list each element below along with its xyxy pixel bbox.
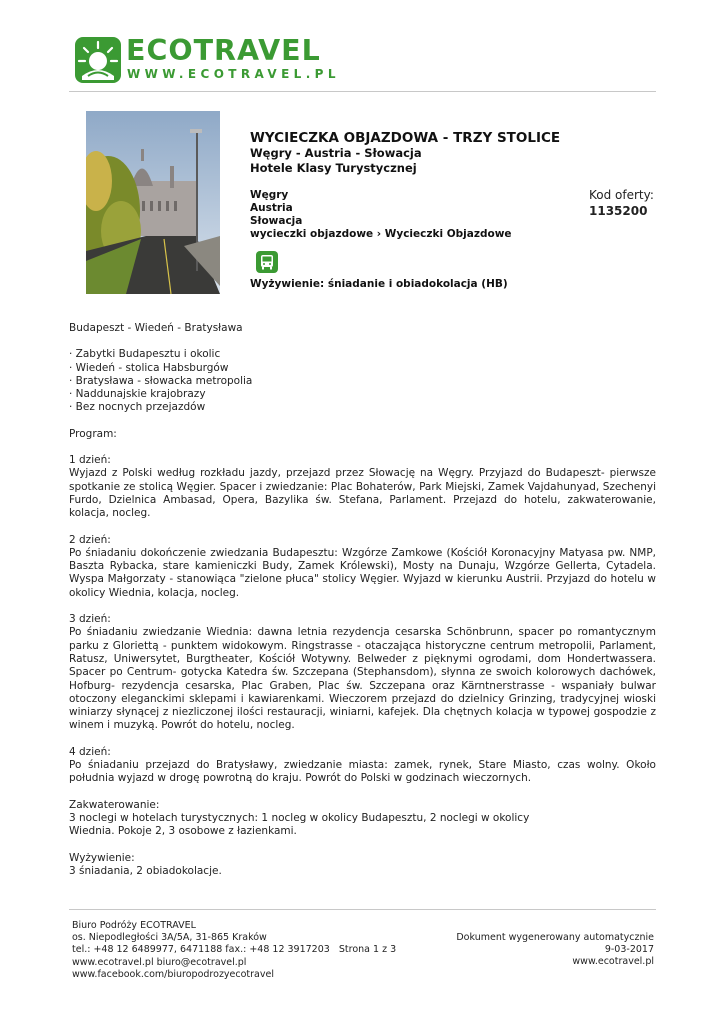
document-info [456, 932, 654, 969]
header-divider [69, 91, 656, 92]
day-label: 4 dzień: [69, 745, 111, 758]
category-link[interactable]: Wycieczki Objazdowe [384, 228, 512, 240]
highlight-item: · Wiedeń - stolica Habsburgów [69, 361, 229, 374]
day-label: 3 dzień: [69, 613, 111, 626]
brand-url: WWW.ECOTRAVEL.PL [127, 67, 340, 81]
accommodation-label: Zakwaterowanie: [69, 798, 160, 811]
route: Budapeszt - Wiedeń - Bratysława [69, 322, 243, 334]
meals-text: 3 śniadania, 2 obiadokolacje. [69, 864, 222, 877]
offer-code-label: Kod oferty: [589, 188, 654, 202]
footer-site[interactable]: www.ecotravel.pl [572, 956, 654, 968]
day-text: Po śniadaniu dokończenie zwiedzania Budapesztu: Wzgórze Zamkowe (Kościół Koronacyjny Matyasa pw. NMP, Baszta Rybacka, stare kamieniczki Budy, Zamek Królewski), Mosty na Dunaju, Wzgórze Gellerta, Cytadela. Wyspa Małgorzaty - stanowiąca "zielone płuca" stolicy Węgier. Wyjazd w kierunku Austrii. Przyjazd do hotelu w okolicy Wiednia, kolacja, nocleg. [69, 546, 656, 599]
company-name: Biuro Podróży ECOTRAVEL [72, 920, 196, 931]
offer-code-value: 1135200 [589, 204, 648, 218]
sun-leaf-icon [74, 36, 122, 84]
company-phones-row [72, 944, 396, 956]
program-label: Program: [69, 427, 117, 440]
category-breadcrumb [250, 228, 590, 241]
offer-description [69, 322, 656, 878]
category-link[interactable]: wycieczki objazdowe [250, 228, 374, 240]
breadcrumb-separator: › [376, 228, 382, 240]
day-text: Po śniadaniu zwiedzanie Wiednia: dawna letnia rezydencja cesarska Schönbrunn, spacer po romantycznym parku z Gloriettą - punktem widokowym. Ringstrasse - otaczająca historyczne centrum metropolii, Parlament, Ratusz, Uniwersytet, Burgtheater, Kościół Wotywny. Belweder z pięknymi ogrodami, dom Hondertwassera. Spacer po Centrum- gotycka Katedra św. Szczepana (Stephansdom), słynna ze swoich kolorowych dachówek, Hofburg- rezydencja cesarska, Plac Graben, Plac św. Szczepana oraz Kärntnerstrasse - wspaniały bulwar otoczony eleganckimi sklepami i kawiarenkami. Wieczorem przejazd do dzielnicy Grinzing, tradycyjnej wioski winiarzy słynącej z niezliczonej ilości restauracji, winiarni, kafejek. Dla chętnych kolacja w typowej gospodzie z winem i muzyką. Powrót do hotelu, nocleg. [69, 626, 656, 732]
company-web-mail[interactable]: www.ecotravel.pl biuro@ecotravel.pl [72, 956, 247, 968]
generated-date: 9-03-2017 [604, 944, 654, 956]
highlight-item: · Bratysława - słowacka metropolia [69, 374, 253, 387]
accommodation-line: 3 noclegi w hotelach turystycznych: 1 nocleg w okolicy Budapesztu, 2 noclegi w okolicy [69, 811, 530, 824]
ecotravel-logo [74, 36, 364, 86]
highlight-item: · Zabytki Budapesztu i okolic [69, 348, 221, 361]
day-text: Wyjazd z Polski według rozkładu jazdy, przejazd przez Słowację na Węgry. Przyjazd do Budapeszt- pierwsze spotkanie ze stolicą Węgier. Spacer i zwiedzanie: Plac Bohaterów, Park Miejski, Zamek Vajdahunyad, Szechenyi Furdo, Dzielnica Ambasad, Opera, Bazylika św. Stefana, Parlament. Przejazd do hotelu, zakwaterowanie, kolacja, nocleg. [69, 467, 656, 520]
highlight-item: · Bez nocnych przejazdów [69, 401, 206, 414]
offer-code [589, 187, 654, 219]
company-address: os. Niepodległości 3A/5A, 31-865 Kraków [72, 932, 267, 944]
company-info [72, 920, 396, 981]
brand-name: ECOTRAVEL [126, 34, 321, 67]
company-facebook[interactable]: www.facebook.com/biuropodrozyecotravel [72, 968, 274, 980]
country-item[interactable]: Austria [250, 202, 293, 214]
offer-heading [250, 130, 590, 241]
meals-label: Wyżywienie: [69, 851, 135, 864]
hotel-class: Hotele Klasy Turystycznej [250, 161, 417, 175]
page-number: Strona 1 z 3 [338, 944, 397, 956]
country-item[interactable]: Słowacja [250, 215, 303, 227]
offer-title: WYCIECZKA OBJAZDOWA - TRZY STOLICE [250, 130, 561, 146]
footer-divider [69, 909, 656, 910]
budapest-parliament-photo-icon [86, 111, 220, 294]
highlight-item: · Naddunajskie krajobrazy [69, 388, 206, 401]
day-label: 2 dzień: [69, 533, 111, 546]
meal-plan: Wyżywienie: śniadanie i obiadokolacja (HB) [250, 278, 508, 290]
day-label: 1 dzień: [69, 454, 111, 467]
bus-icon [256, 251, 278, 273]
company-phones: tel.: +48 12 6489977, 6471188 fax.: +48 12 3917203 [72, 944, 330, 956]
countries-line: Węgry - Austria - Słowacja [250, 146, 422, 160]
country-item[interactable]: Węgry [250, 189, 289, 201]
generated-note: Dokument wygenerowany automatycznie [456, 932, 654, 943]
accommodation-line: Wiednia. Pokoje 2, 3 osobowe z łazienkami. [69, 825, 297, 838]
offer-photo [86, 111, 220, 294]
day-text: Po śniadaniu przejazd do Bratysławy, zwiedzanie miasta: zamek, rynek, Stare Miasto, czas wolny. Około południa wyjazd w drogę powrotną do kraju. Powrót do Polski w godzinach wieczornych. [69, 759, 656, 785]
